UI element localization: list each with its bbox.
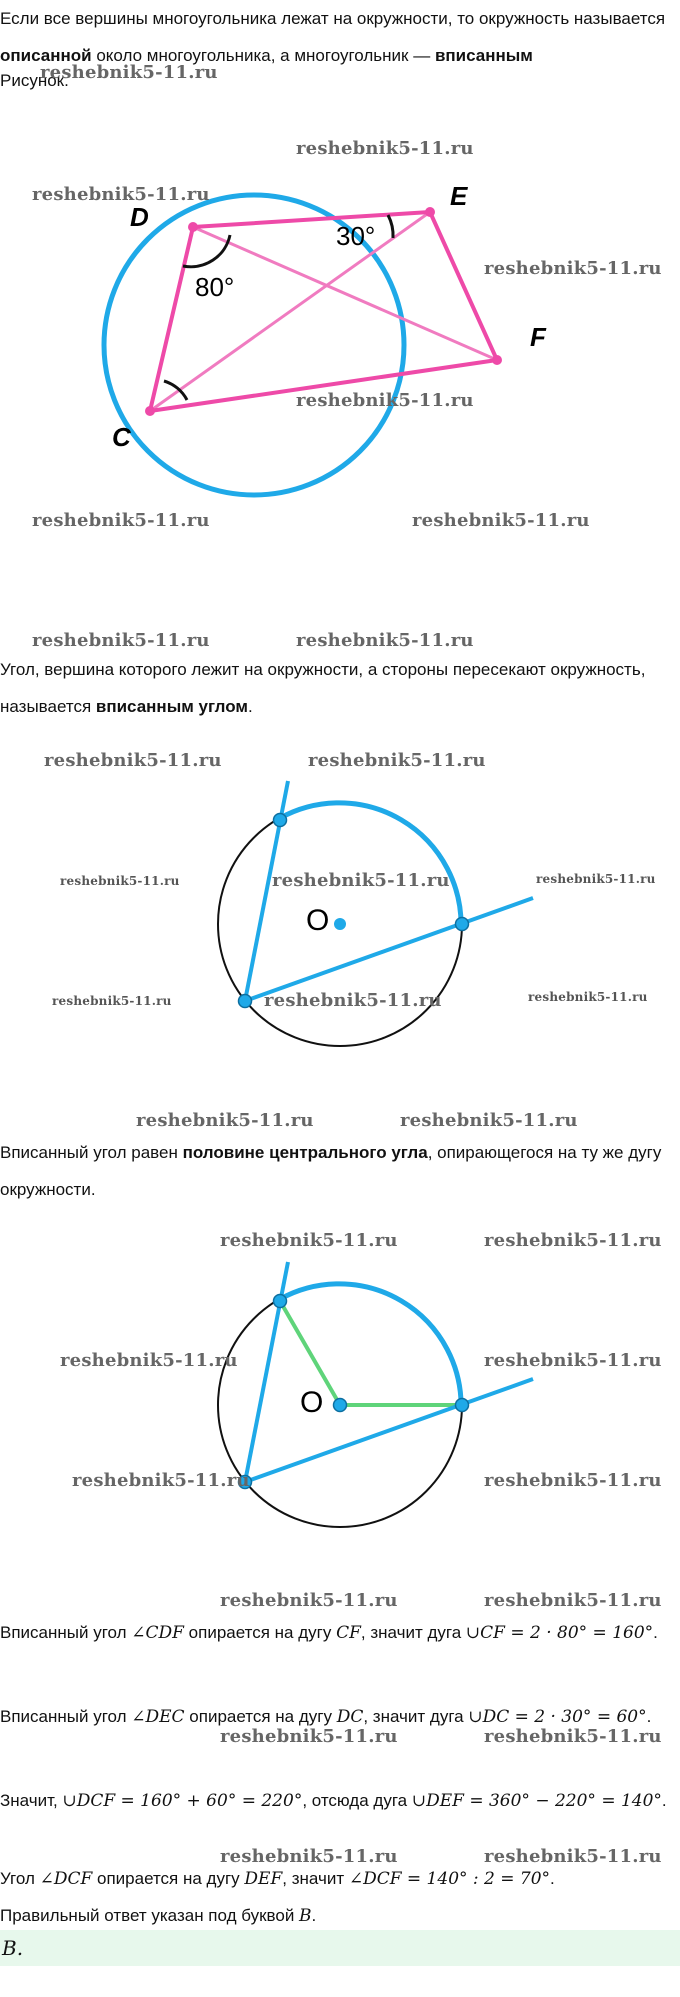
text: , отсюда дуга bbox=[302, 1791, 412, 1810]
figure-central-angle bbox=[0, 1250, 680, 1560]
watermark: reshebnik5-11.ru bbox=[484, 1230, 662, 1251]
math-arc-DC: DC bbox=[336, 1707, 364, 1727]
math-angle-CDF: ∠CDF bbox=[131, 1623, 184, 1643]
watermark: reshebnik5-11.ru bbox=[60, 874, 180, 888]
solution-step-3 bbox=[0, 1782, 675, 1820]
answer-box: B. bbox=[0, 1930, 680, 1966]
text: Значит, bbox=[0, 1791, 63, 1810]
watermark: reshebnik5-11.ru bbox=[220, 1846, 398, 1867]
term-inscribed-angle: вписанным углом bbox=[95, 697, 248, 716]
quadrilateral-DEFC bbox=[150, 212, 497, 411]
watermark: reshebnik5-11.ru bbox=[272, 870, 450, 891]
watermark: reshebnik5-11.ru bbox=[60, 1350, 238, 1371]
angle-label-80: 80° bbox=[195, 272, 235, 302]
watermark: reshebnik5-11.ru bbox=[72, 1470, 250, 1491]
math-arc-DCF-value: ∪DCF = 160° + 60° = 220° bbox=[62, 1791, 303, 1811]
math-angle-DEC: ∠DEC bbox=[131, 1707, 185, 1727]
text: Вписанный угол равен bbox=[0, 1143, 183, 1162]
text: Если все вершины многоугольника лежат на окружности, то окружность называется bbox=[0, 9, 666, 28]
watermark: reshebnik5-11.ru bbox=[484, 1726, 662, 1747]
watermark: reshebnik5-11.ru bbox=[52, 994, 172, 1008]
text: . bbox=[247, 697, 253, 716]
term-inscribed: вписанным bbox=[434, 46, 533, 65]
ray-lower bbox=[245, 1379, 533, 1482]
label-C: C bbox=[112, 422, 131, 452]
intersection-point-right bbox=[456, 1399, 469, 1412]
intersection-point-upper bbox=[274, 814, 287, 827]
watermark: reshebnik5-11.ru bbox=[528, 990, 648, 1004]
text: Угол bbox=[0, 1869, 40, 1888]
text: Правильный ответ указан под буквой bbox=[0, 1906, 300, 1925]
math-arc-DEF-value: ∪DEF = 360° − 220° = 140° bbox=[411, 1791, 662, 1811]
watermark: reshebnik5-11.ru bbox=[296, 138, 474, 159]
math-answer-letter: B bbox=[299, 1906, 312, 1926]
center-point bbox=[334, 918, 346, 930]
text: опирается на дугу bbox=[92, 1869, 245, 1888]
text: . bbox=[646, 1707, 652, 1726]
vertex-D bbox=[188, 222, 198, 232]
math-angle-DCF: ∠DCF bbox=[39, 1869, 93, 1889]
text: . bbox=[653, 1623, 658, 1642]
term-half-central-angle: половине центрального угла bbox=[182, 1143, 428, 1162]
vertex-C bbox=[145, 406, 155, 416]
math-arc-DEF: DEF bbox=[244, 1869, 283, 1889]
text: Угол, вершина которого лежит на окружности, а стороны пересекают окружность, называется bbox=[0, 660, 646, 716]
watermark: reshebnik5-11.ru bbox=[220, 1590, 398, 1611]
text: около многоугольника, а многоугольник — bbox=[91, 46, 435, 65]
text-figure-caption: Рисунок. bbox=[0, 71, 69, 90]
math-arc-DC-value: ∪DC = 2 · 30° = 60° bbox=[468, 1707, 647, 1727]
watermark: reshebnik5-11.ru bbox=[484, 1590, 662, 1611]
watermark: reshebnik5-11.ru bbox=[536, 872, 656, 886]
watermark: reshebnik5-11.ru bbox=[40, 62, 218, 83]
center-label-O: O bbox=[300, 1386, 324, 1419]
watermark: reshebnik5-11.ru bbox=[32, 510, 210, 531]
watermark: reshebnik5-11.ru bbox=[308, 750, 486, 771]
watermark: reshebnik5-11.ru bbox=[296, 630, 474, 651]
text: , значит bbox=[282, 1869, 349, 1888]
center-point bbox=[334, 1399, 347, 1412]
watermark: reshebnik5-11.ru bbox=[220, 1726, 398, 1747]
text: . bbox=[661, 1791, 667, 1810]
text: Вписанный угол bbox=[0, 1707, 132, 1726]
label-F: F bbox=[530, 322, 546, 352]
watermark: reshebnik5-11.ru bbox=[296, 390, 474, 411]
watermark: reshebnik5-11.ru bbox=[32, 630, 210, 651]
text: опирается на дугу bbox=[183, 1623, 337, 1642]
figure-inscribed-angle bbox=[0, 770, 680, 1070]
intersection-point-upper bbox=[274, 1295, 287, 1308]
solution-step-1 bbox=[0, 1614, 675, 1652]
paragraph-half-central-angle bbox=[0, 1134, 675, 1208]
text: , значит дуга bbox=[360, 1623, 466, 1642]
text: Вписанный угол bbox=[0, 1623, 132, 1642]
label-E: E bbox=[450, 181, 468, 211]
watermark: reshebnik5-11.ru bbox=[484, 1350, 662, 1371]
ray-lower bbox=[245, 898, 533, 1001]
watermark: reshebnik5-11.ru bbox=[484, 1846, 662, 1867]
angle-label-30: 30° bbox=[336, 221, 376, 251]
watermark: reshebnik5-11.ru bbox=[264, 990, 442, 1011]
math-arc-CF: CF bbox=[336, 1623, 361, 1643]
text: , значит дуга bbox=[363, 1707, 469, 1726]
watermark: reshebnik5-11.ru bbox=[400, 1110, 578, 1131]
vertex-E bbox=[425, 207, 435, 217]
watermark: reshebnik5-11.ru bbox=[484, 1470, 662, 1491]
watermark: reshebnik5-11.ru bbox=[136, 1110, 314, 1131]
vertex-point bbox=[239, 995, 252, 1008]
text: . bbox=[311, 1906, 317, 1925]
paragraph-circumscribed-definition bbox=[0, 0, 675, 111]
figure-inscribed-quadrilateral bbox=[0, 110, 680, 530]
angle-arc-E bbox=[388, 215, 393, 238]
text: . bbox=[550, 1869, 555, 1888]
watermark: reshebnik5-11.ru bbox=[32, 184, 210, 205]
term-circumscribed: описанной bbox=[0, 46, 92, 65]
text: опирается на дугу bbox=[184, 1707, 337, 1726]
watermark: reshebnik5-11.ru bbox=[484, 258, 662, 279]
label-D: D bbox=[130, 202, 149, 232]
watermark: reshebnik5-11.ru bbox=[44, 750, 222, 771]
center-label-O: O bbox=[306, 904, 330, 937]
watermark: reshebnik5-11.ru bbox=[220, 1230, 398, 1251]
intersection-point-right bbox=[456, 918, 469, 931]
math-angle-DCF-value: ∠DCF = 140° : 2 = 70° bbox=[348, 1869, 551, 1889]
paragraph-inscribed-angle-definition bbox=[0, 651, 675, 725]
text: , опирающегося на ту же дугу окружности. bbox=[0, 1143, 662, 1199]
vertex-F bbox=[492, 355, 502, 365]
math-arc-CF-value: ∪CF = 2 · 80° = 160° bbox=[465, 1623, 654, 1643]
watermark: reshebnik5-11.ru bbox=[412, 510, 590, 531]
